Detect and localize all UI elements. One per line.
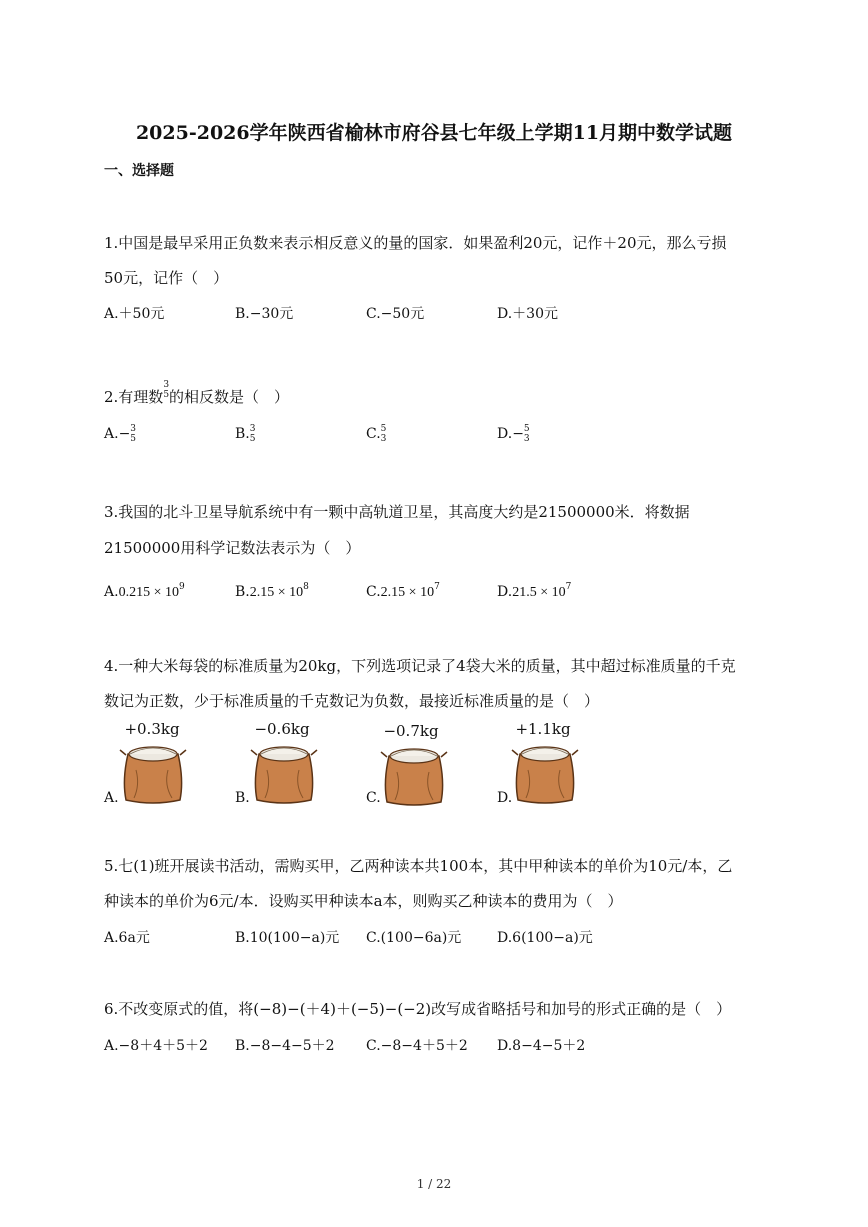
q5-option-b: B.10(100−a)元 <box>235 930 340 946</box>
q2-option-c <box>366 424 386 444</box>
q2-option-d <box>497 424 530 444</box>
q2-option-b <box>235 424 255 444</box>
q1-option-b: B.−30元 <box>235 306 294 322</box>
q6-option-a: A.−8＋4＋5＋2 <box>104 1038 208 1054</box>
q6-option-c: C.−8−4＋5＋2 <box>366 1038 468 1054</box>
q3-option-c-exponent: 7 <box>434 582 440 592</box>
q2-option-c-numerator: 5 <box>380 424 387 434</box>
q2-option-d-numerator: 5 <box>523 424 530 434</box>
q2-suffix: 的相反数是（ ） <box>169 388 290 406</box>
q3-option-a-base: 0.215 × 10 <box>118 585 179 600</box>
q2-option-a-fraction <box>130 424 136 444</box>
q3-option-b <box>235 582 309 601</box>
q3-option-b-label: B. <box>235 584 250 600</box>
question-3-line-1: 3.我国的北斗卫星导航系统中有一颗中高轨道卫星，其高度大约是21500000米．将数据 <box>104 503 690 521</box>
rice-bag-icon <box>379 742 449 806</box>
q2-option-b-fraction <box>250 424 256 444</box>
q1-option-a: A.＋50元 <box>104 306 165 322</box>
question-4-line-2: 数记为正数，少于标准质量的千克数记为负数，最接近标准质量的是（ ） <box>104 692 600 710</box>
question-4-line-1: 4.一种大米每袋的标准质量为20kg，下列选项记录了4袋大米的质量，其中超过标准质量的千克 <box>104 657 736 675</box>
q3-option-d-exponent: 7 <box>565 582 572 592</box>
q2-frac-numerator: 3 <box>163 380 170 390</box>
rice-bag-icon <box>249 740 319 804</box>
q3-option-c-label: C. <box>366 584 381 600</box>
q3-option-b-base: 2.15 × 10 <box>249 585 304 600</box>
q4-option-d-mass: +1.1kg <box>515 720 571 738</box>
question-5-line-2: 种读本的单价为6元/本．设购买甲种读本a本，则购买乙种读本的费用为（ ） <box>104 892 623 910</box>
question-1-line-1: 1.中国是最早采用正负数来表示相反意义的量的国家．如果盈利20元，记作＋20元，那么亏损 <box>104 234 727 252</box>
q3-option-d-base: 21.5 × 10 <box>512 585 566 600</box>
q3-option-c <box>366 582 440 601</box>
q2-option-a <box>104 424 136 444</box>
q2-option-c-denominator: 3 <box>380 434 387 444</box>
q3-option-a <box>104 582 185 601</box>
q4-option-b-label: B. <box>235 790 250 806</box>
q6-option-d: D.8−4−5＋2 <box>497 1038 586 1054</box>
q2-option-c-fraction <box>381 424 387 444</box>
q4-option-a-label: A. <box>104 790 119 806</box>
q6-option-b: B.−8−4−5＋2 <box>235 1038 335 1054</box>
q2-option-a-sign: − <box>118 426 131 442</box>
question-2 <box>104 380 290 408</box>
q2-fraction <box>163 380 169 400</box>
rice-bag-icon <box>118 740 188 804</box>
question-3-line-2: 21500000用科学记数法表示为（ ） <box>104 539 361 557</box>
q3-option-d-label: D. <box>497 584 513 600</box>
q2-option-a-numerator: 3 <box>130 424 137 434</box>
q3-option-a-label: A. <box>104 584 119 600</box>
page-title: 2025-2026学年陕西省榆林市府谷县七年级上学期11月期中数学试题 <box>135 122 733 144</box>
q4-option-a-mass: +0.3kg <box>124 720 180 738</box>
question-1-line-2: 50元，记作（ ） <box>104 269 229 287</box>
question-6-line-1: 6.不改变原式的值，将(−8)−(＋4)＋(−5)−(−2)改写成省略括号和加号的形式正确的是（ ） <box>104 1000 732 1018</box>
page-number: 1 / 22 <box>416 1177 452 1191</box>
q4-option-b-mass: −0.6kg <box>254 720 310 738</box>
q5-option-d: D.6(100−a)元 <box>497 930 593 946</box>
q2-option-b-label: B. <box>235 426 250 442</box>
q1-option-c: C.−50元 <box>366 306 425 322</box>
rice-bag-icon <box>510 740 580 804</box>
q2-prefix: 2.有理数 <box>104 388 164 406</box>
q5-option-a: A.6a元 <box>104 930 150 946</box>
q5-option-c: C.(100−6a)元 <box>366 930 462 946</box>
q3-option-a-exponent: 9 <box>178 582 185 592</box>
question-5-line-1: 5.七(1)班开展读书活动，需购买甲，乙两种读本共100本，其中甲种读本的单价为10元/本，乙 <box>104 857 733 875</box>
section-heading: 一、选择题 <box>104 163 174 179</box>
q2-option-b-denominator: 5 <box>249 434 256 444</box>
q3-option-b-exponent: 8 <box>303 582 309 592</box>
q2-option-c-label: C. <box>366 426 381 442</box>
q2-option-d-sign: − <box>512 426 524 442</box>
q2-option-d-label: D. <box>497 426 513 442</box>
q3-option-c-base: 2.15 × 10 <box>380 585 435 600</box>
q2-option-d-fraction <box>524 424 530 444</box>
q4-option-c-mass: −0.7kg <box>383 722 439 740</box>
q3-option-d <box>497 582 571 601</box>
q2-option-a-denominator: 5 <box>130 434 137 444</box>
q2-option-d-denominator: 3 <box>523 434 530 444</box>
q2-option-b-numerator: 3 <box>249 424 256 434</box>
q2-frac-denominator: 5 <box>163 390 170 400</box>
q4-option-d-label: D. <box>497 790 513 806</box>
q1-option-d: D.＋30元 <box>497 306 558 322</box>
q2-option-a-label: A. <box>104 426 119 442</box>
q4-option-c-label: C. <box>366 790 381 806</box>
